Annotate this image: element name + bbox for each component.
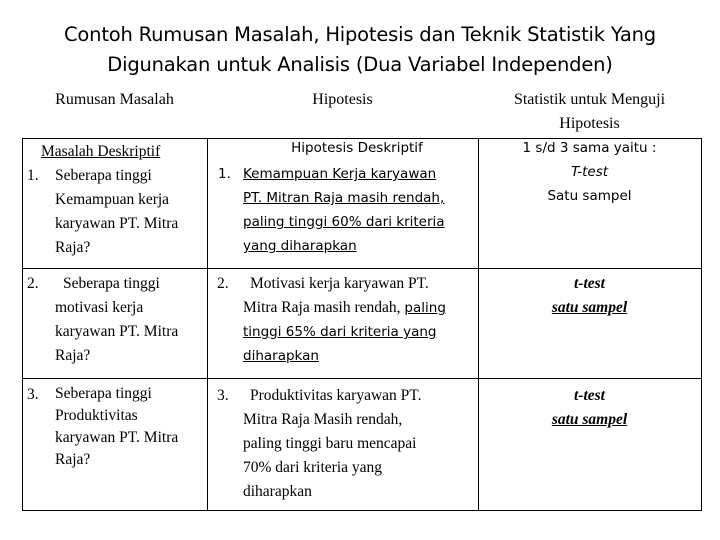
row3-statistik-line: satu sampel bbox=[551, 411, 628, 428]
row1-statistik-line: 1 s/d 3 sama yaitu : bbox=[522, 140, 657, 156]
row3-hipotesis-line: Produktivitas karyawan PT. bbox=[250, 387, 422, 404]
row2-hipotesis-line: Motivasi kerja karyawan PT. bbox=[250, 275, 429, 292]
row2-masalah-text bbox=[55, 272, 178, 368]
row3-hipotesis-line: Mitra Raja Masih rendah, bbox=[243, 411, 403, 428]
title-line-2: Digunakan untuk Analisis (Dua Variabel Independen) bbox=[107, 53, 613, 76]
row2-hipotesis-line-part: paling bbox=[404, 300, 446, 316]
row2-hipotesis-text bbox=[243, 272, 446, 368]
page-title bbox=[20, 20, 700, 80]
row3-hipotesis-line: paling tinggi baru mencapai bbox=[243, 435, 417, 452]
header-statistik bbox=[478, 88, 701, 136]
row3-hipotesis-text bbox=[243, 384, 421, 504]
row1-masalah-heading: Masalah Deskriptif bbox=[41, 143, 161, 160]
row3-masalah-line: Seberapa tinggi bbox=[55, 385, 152, 402]
header-statistik-line-1: Statistik untuk Menguji bbox=[513, 91, 666, 108]
row2-hipotesis-number: 2. bbox=[217, 275, 229, 292]
header-hipotesis: Hipotesis bbox=[312, 91, 373, 108]
row2-statistik bbox=[478, 272, 701, 320]
table-rule-col2 bbox=[207, 138, 208, 511]
row2-masalah-line: Seberapa tinggi bbox=[63, 275, 160, 292]
table-rule-row2 bbox=[22, 378, 702, 379]
row3-hipotesis-number: 3. bbox=[217, 387, 229, 404]
row3-hipotesis-line: 70% dari kriteria yang bbox=[243, 459, 383, 476]
header-rumusan-masalah: Rumusan Masalah bbox=[55, 91, 174, 108]
row1-hipotesis-line: paling tinggi 60% dari kriteria bbox=[243, 214, 445, 230]
table-rule-row1 bbox=[22, 268, 702, 269]
row3-masalah-line: karyawan PT. Mitra bbox=[55, 429, 179, 446]
row3-masalah-number: 3. bbox=[27, 386, 39, 403]
row1-hipotesis-heading: Hipotesis Deskriptif bbox=[291, 140, 423, 156]
row1-masalah-line: Seberapa tinggi bbox=[55, 167, 152, 184]
row1-hipotesis-text bbox=[243, 162, 445, 258]
row2-hipotesis-line-part: Mitra Raja masih rendah, bbox=[243, 299, 405, 316]
row2-statistik-line: t-test bbox=[574, 275, 605, 292]
row1-statistik-line: Satu sampel bbox=[547, 188, 632, 204]
row3-hipotesis-line: diharapkan bbox=[243, 483, 312, 500]
row1-masalah-line: karyawan PT. Mitra bbox=[55, 215, 179, 232]
row1-hipotesis-number: 1. bbox=[218, 166, 231, 182]
row1-statistik-line: T-test bbox=[570, 164, 609, 180]
table-rule-left bbox=[22, 138, 23, 511]
row1-masalah-number: 1. bbox=[27, 167, 39, 184]
row2-hipotesis-line: tinggi 65% dari kriteria yang bbox=[243, 324, 437, 340]
row1-hipotesis-line: yang diharapkan bbox=[243, 238, 357, 254]
row1-masalah-line: Raja? bbox=[55, 239, 91, 256]
row2-masalah-line: Raja? bbox=[55, 347, 91, 364]
row1-statistik bbox=[478, 136, 701, 208]
row1-masalah-text bbox=[55, 164, 178, 260]
row2-hipotesis-line: diharapkan bbox=[243, 348, 319, 364]
row2-hipotesis-line bbox=[243, 296, 446, 320]
row2-masalah-number: 2. bbox=[27, 275, 39, 292]
row1-hipotesis-line: Kemampuan Kerja karyawan bbox=[243, 166, 437, 182]
header-statistik-line-2: Hipotesis bbox=[559, 115, 620, 132]
title-line-1: Contoh Rumusan Masalah, Hipotesis dan Teknik Statistik Yang bbox=[64, 23, 656, 46]
table-rule-right bbox=[701, 138, 702, 511]
row2-statistik-line: satu sampel bbox=[551, 299, 628, 316]
row3-statistik-line: t-test bbox=[574, 387, 605, 404]
row1-masalah-line: Kemampuan kerja bbox=[55, 191, 170, 208]
row3-masalah-line: Produktivitas bbox=[55, 407, 138, 424]
row3-masalah-text bbox=[55, 383, 178, 471]
row2-masalah-line: motivasi kerja bbox=[55, 299, 144, 316]
row2-masalah-line: karyawan PT. Mitra bbox=[55, 323, 179, 340]
row3-masalah-line: Raja? bbox=[55, 451, 91, 468]
row1-hipotesis-line: PT. Mitran Raja masih rendah, bbox=[243, 190, 445, 206]
row3-statistik bbox=[478, 384, 701, 432]
table-rule-bottom bbox=[22, 510, 702, 511]
